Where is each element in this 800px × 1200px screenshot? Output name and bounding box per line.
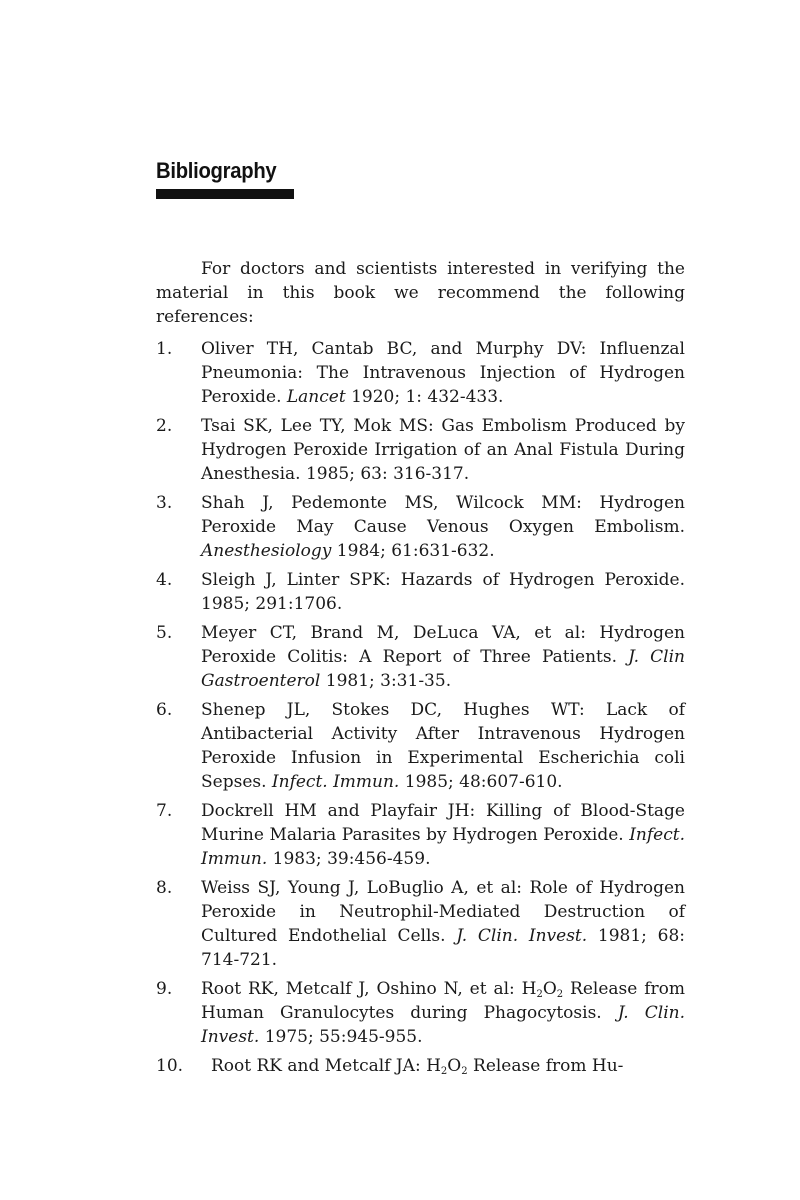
journal-name: Infect. Immun. xyxy=(271,772,400,792)
reference-item xyxy=(156,876,685,972)
reference-segment: Release from Hu- xyxy=(467,1056,624,1076)
journal-name: Anesthesiology xyxy=(201,541,332,561)
reference-item xyxy=(156,698,685,794)
reference-segment: 1985; 48:607-610. xyxy=(399,772,563,792)
heading-underline-bar xyxy=(156,189,294,199)
reference-segment: Root RK and Metcalf JA: H xyxy=(211,1056,441,1076)
reference-item xyxy=(156,337,685,409)
reference-text xyxy=(201,801,685,869)
reference-number: 2. xyxy=(156,416,173,436)
reference-segment: Meyer CT, Brand M, DeLuca VA, et al: Hydrogen Peroxide Colitis: A Report of Three Patients. xyxy=(201,623,685,667)
journal-name: J. Clin Gastroenterol xyxy=(201,647,685,691)
reference-text xyxy=(211,1056,623,1076)
reference-item xyxy=(156,621,685,693)
reference-number: 3. xyxy=(156,493,173,513)
reference-number: 10. xyxy=(156,1056,184,1076)
reference-segment: 1983; 39:456-459. xyxy=(267,849,431,869)
journal-name: Infect. Immun. xyxy=(201,825,685,869)
journal-name: J. Clin. Invest. xyxy=(456,926,588,946)
reference-number: 6. xyxy=(156,700,173,720)
reference-text xyxy=(201,878,685,970)
subscript-number: 2 xyxy=(461,1066,468,1077)
journal-name: J. Clin. Invest. xyxy=(201,1003,685,1047)
reference-segment: Root RK, Metcalf J, Oshino N, et al: H xyxy=(201,979,537,999)
reference-segment: Tsai SK, Lee TY, Mok MS: Gas Embolism Produced by Hydrogen Peroxide Irrigation of an Anal Fistula During Anesthesia. 1985; 63: 316-317. xyxy=(201,416,685,484)
reference-item xyxy=(156,799,685,871)
reference-segment: 1981; 3:31-35. xyxy=(320,671,452,691)
reference-segment: 1981; 68: 714-721. xyxy=(201,926,685,970)
reference-segment: Release from Human Granulocytes during Phagocytosis. xyxy=(201,979,685,1023)
reference-segment: Shah J, Pedemonte MS, Wilcock MM: Hydrogen Peroxide May Cause Venous Oxygen Embolism. xyxy=(201,493,685,537)
subscript-number: 2 xyxy=(556,989,564,1000)
reference-item xyxy=(156,414,685,486)
reference-number: 8. xyxy=(156,878,173,898)
journal-name: Lancet xyxy=(286,387,346,407)
section-heading: Bibliography xyxy=(156,158,277,183)
reference-text xyxy=(201,416,685,484)
reference-text xyxy=(201,493,685,561)
reference-number: 9. xyxy=(156,979,173,999)
reference-text xyxy=(201,570,685,614)
reference-text xyxy=(201,339,685,407)
subscript-number: 2 xyxy=(536,989,543,1000)
reference-number: 1. xyxy=(156,339,173,359)
reference-segment: 1920; 1: 432-433. xyxy=(345,387,504,407)
reference-text xyxy=(201,979,685,1047)
reference-segment: Sleigh J, Linter SPK: Hazards of Hydrogen Peroxide. 1985; 291:1706. xyxy=(201,570,685,614)
reference-segment: 1984; 61:631-632. xyxy=(331,541,495,561)
reference-item xyxy=(156,977,685,1049)
reference-segment: Weiss SJ, Young J, LoBuglio A, et al: Role of Hydrogen Peroxide in Neutrophil-Mediated Destruction of Cultured Endothelial Cells. xyxy=(201,878,685,946)
reference-list xyxy=(156,337,685,1083)
reference-text xyxy=(201,623,685,691)
reference-text xyxy=(201,700,685,792)
reference-item xyxy=(156,568,685,616)
reference-number: 4. xyxy=(156,570,173,590)
reference-item xyxy=(156,1054,685,1078)
reference-segment: O xyxy=(542,979,557,999)
reference-segment: Oliver TH, Cantab BC, and Murphy DV: Influenzal Pneumonia: The Intravenous Injection of Hydrogen Peroxide. xyxy=(201,339,685,407)
reference-item xyxy=(156,491,685,563)
reference-segment: Dockrell HM and Playfair JH: Killing of Blood-Stage Murine Malaria Parasites by Hydrogen Peroxide. xyxy=(201,801,685,845)
reference-segment: O xyxy=(447,1056,462,1076)
book-page xyxy=(156,0,685,1200)
reference-number: 7. xyxy=(156,801,173,821)
reference-segment: Shenep JL, Stokes DC, Hughes WT: Lack of Antibacterial Activity After Intravenous Hydrogen Peroxide Infusion in Experimental Escherichia coli Sepses. xyxy=(201,700,685,792)
intro-paragraph: For doctors and scientists interested in verifying the material in this book we recommend the following references: xyxy=(156,259,685,327)
subscript-number: 2 xyxy=(440,1066,448,1077)
reference-number: 5. xyxy=(156,623,173,643)
reference-segment: 1975; 55:945-955. xyxy=(259,1027,423,1047)
